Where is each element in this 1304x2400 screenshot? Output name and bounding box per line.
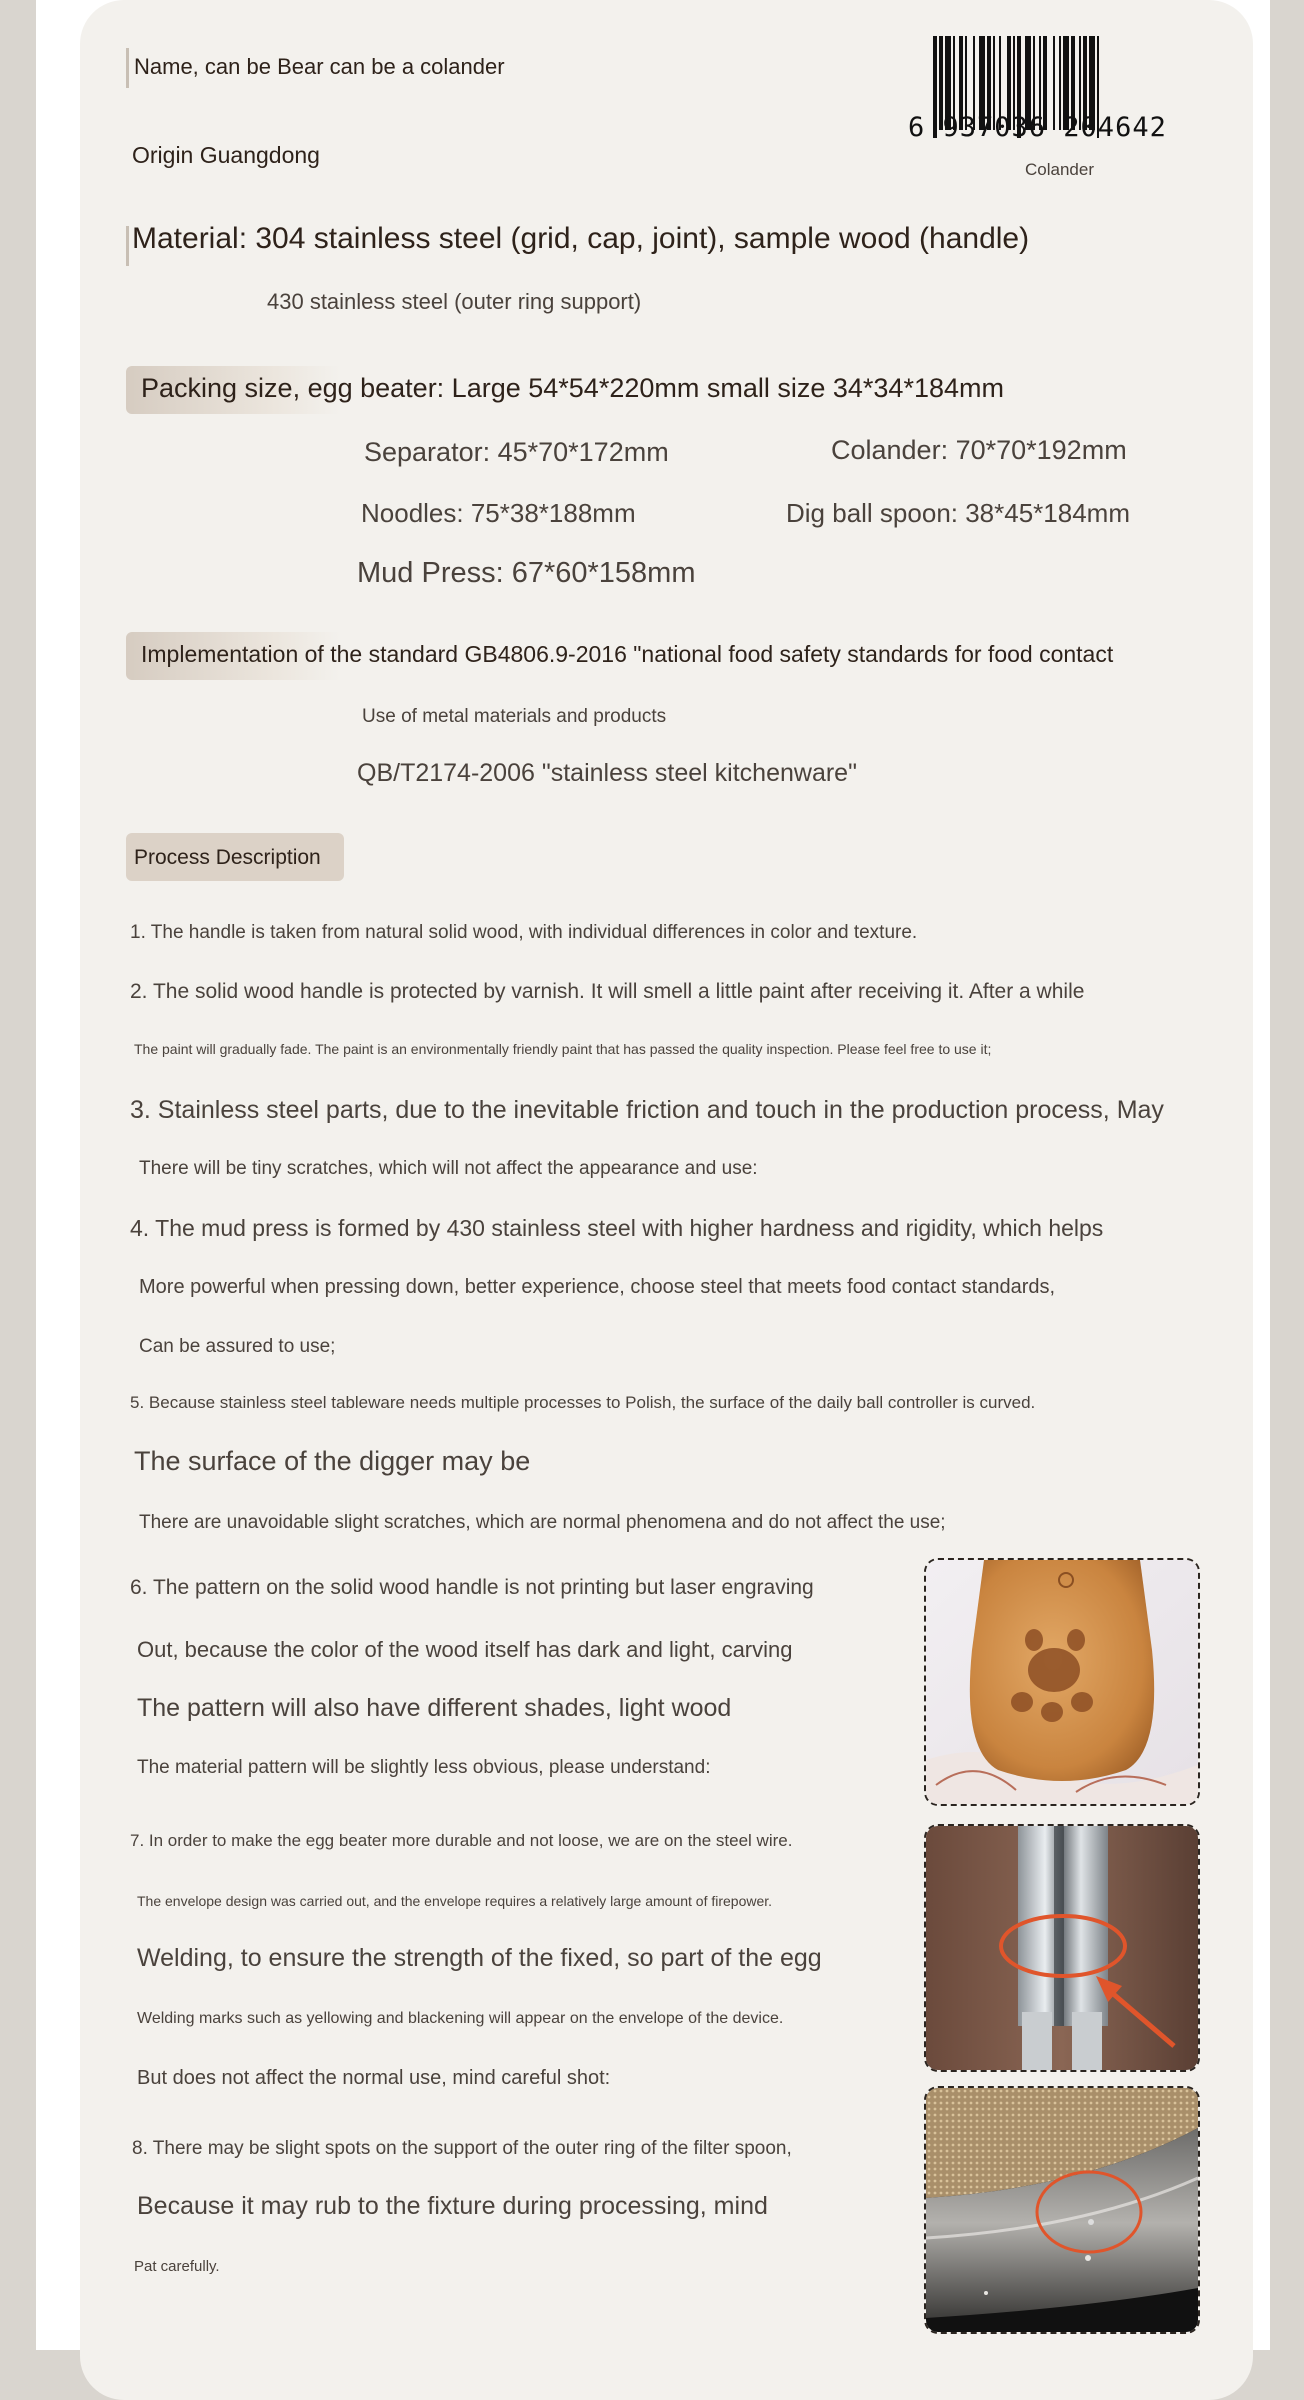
packing-colander: Colander: 70*70*192mm: [831, 435, 1127, 465]
process-line-1: 1. The handle is taken from natural solid wood, with individual differences in color and texture.: [130, 922, 918, 943]
photo-wood-handle: [924, 1558, 1200, 1806]
process-line-8a: 8. There may be slight spots on the support of the outer ring of the filter spoon,: [132, 2138, 792, 2159]
packing-noodles: Noodles: 75*38*188mm: [361, 498, 636, 528]
ring-spot-icon: [926, 2088, 1198, 2332]
process-line-8b: Because it may rub to the fixture during processing, mind: [137, 2192, 768, 2220]
process-line-5c: There are unavoidable slight scratches, which are normal phenomena and do not affect the use;: [139, 1512, 946, 1533]
weld-highlight-icon: [926, 1826, 1198, 2070]
process-heading: Process Description: [134, 846, 321, 869]
process-line-3a: 3. Stainless steel parts, due to the inevitable friction and touch in the production process, May: [130, 1096, 1164, 1124]
process-line-4b: More powerful when pressing down, better experience, choose steel that meets food contact standards,: [139, 1276, 1056, 1298]
barcode-caption: Colander: [1025, 160, 1094, 179]
photo-whisk-weld: [924, 1824, 1200, 2072]
packing-dig-ball-spoon: Dig ball spoon: 38*45*184mm: [786, 498, 1130, 528]
process-line-5b: The surface of the digger may be: [134, 1446, 531, 1476]
process-line-6c: The pattern will also have different shades, light wood: [137, 1694, 732, 1722]
process-line-7e: But does not affect the normal use, mind careful shot:: [137, 2067, 611, 2089]
photo-spoon-ring: [924, 2086, 1200, 2334]
standard-title: Implementation of the standard GB4806.9-2016 "national food safety standards for food contact: [141, 641, 1114, 667]
material-line: Material: 304 stainless steel (grid, cap, joint), sample wood (handle): [132, 222, 1030, 255]
process-line-7b: The envelope design was carried out, and the envelope requires a relatively large amount of firepower.: [137, 1893, 773, 1909]
packing-title: Packing size, egg beater: Large 54*54*220mm small size 34*34*184mm: [141, 373, 1004, 403]
material-sub: 430 stainless steel (outer ring support): [267, 289, 642, 314]
name-line: Name, can be Bear can be a colander: [134, 54, 505, 79]
process-line-2a: 2. The solid wood handle is protected by varnish. It will smell a little paint after receiving it. After a while: [130, 980, 1085, 1003]
process-line-4c: Can be assured to use;: [139, 1336, 336, 1357]
process-line-7c: Welding, to ensure the strength of the fixed, so part of the egg: [137, 1944, 822, 1972]
packing-separator: Separator: 45*70*172mm: [364, 437, 669, 467]
process-line-8c: Pat carefully.: [134, 2258, 220, 2275]
origin-line: Origin Guangdong: [132, 142, 320, 168]
standard-sub1: Use of metal materials and products: [362, 706, 667, 727]
packing-mud-press: Mud Press: 67*60*158mm: [357, 557, 696, 589]
standard-sub2: QB/T2174-2006 "stainless steel kitchenware": [357, 759, 857, 787]
barcode-number: 6 937036 204642: [908, 112, 1167, 143]
material-marker: [126, 226, 129, 266]
process-line-6b: Out, because the color of the wood itself has dark and light, carving: [137, 1637, 793, 1662]
process-line-5a: 5. Because stainless steel tableware needs multiple processes to Polish, the surface of the daily ball controller is curved.: [130, 1393, 1036, 1412]
process-line-3b: There will be tiny scratches, which will not affect the appearance and use:: [139, 1158, 758, 1179]
paw-engraving-icon: [926, 1560, 1198, 1804]
process-line-4a: 4. The mud press is formed by 430 stainless steel with higher hardness and rigidity, which helps: [130, 1215, 1104, 1241]
process-line-6a: 6. The pattern on the solid wood handle is not printing but laser engraving: [130, 1576, 814, 1599]
process-line-7a: 7. In order to make the egg beater more durable and not loose, we are on the steel wire.: [130, 1831, 793, 1850]
process-line-2b: The paint will gradually fade. The paint is an environmentally friendly paint that has passed the quality inspection. Please feel free to use it;: [134, 1041, 992, 1057]
process-line-6d: The material pattern will be slightly less obvious, please understand:: [137, 1757, 711, 1778]
process-line-7d: Welding marks such as yellowing and blackening will appear on the envelope of the device.: [137, 2010, 784, 2027]
name-marker: [126, 48, 129, 88]
